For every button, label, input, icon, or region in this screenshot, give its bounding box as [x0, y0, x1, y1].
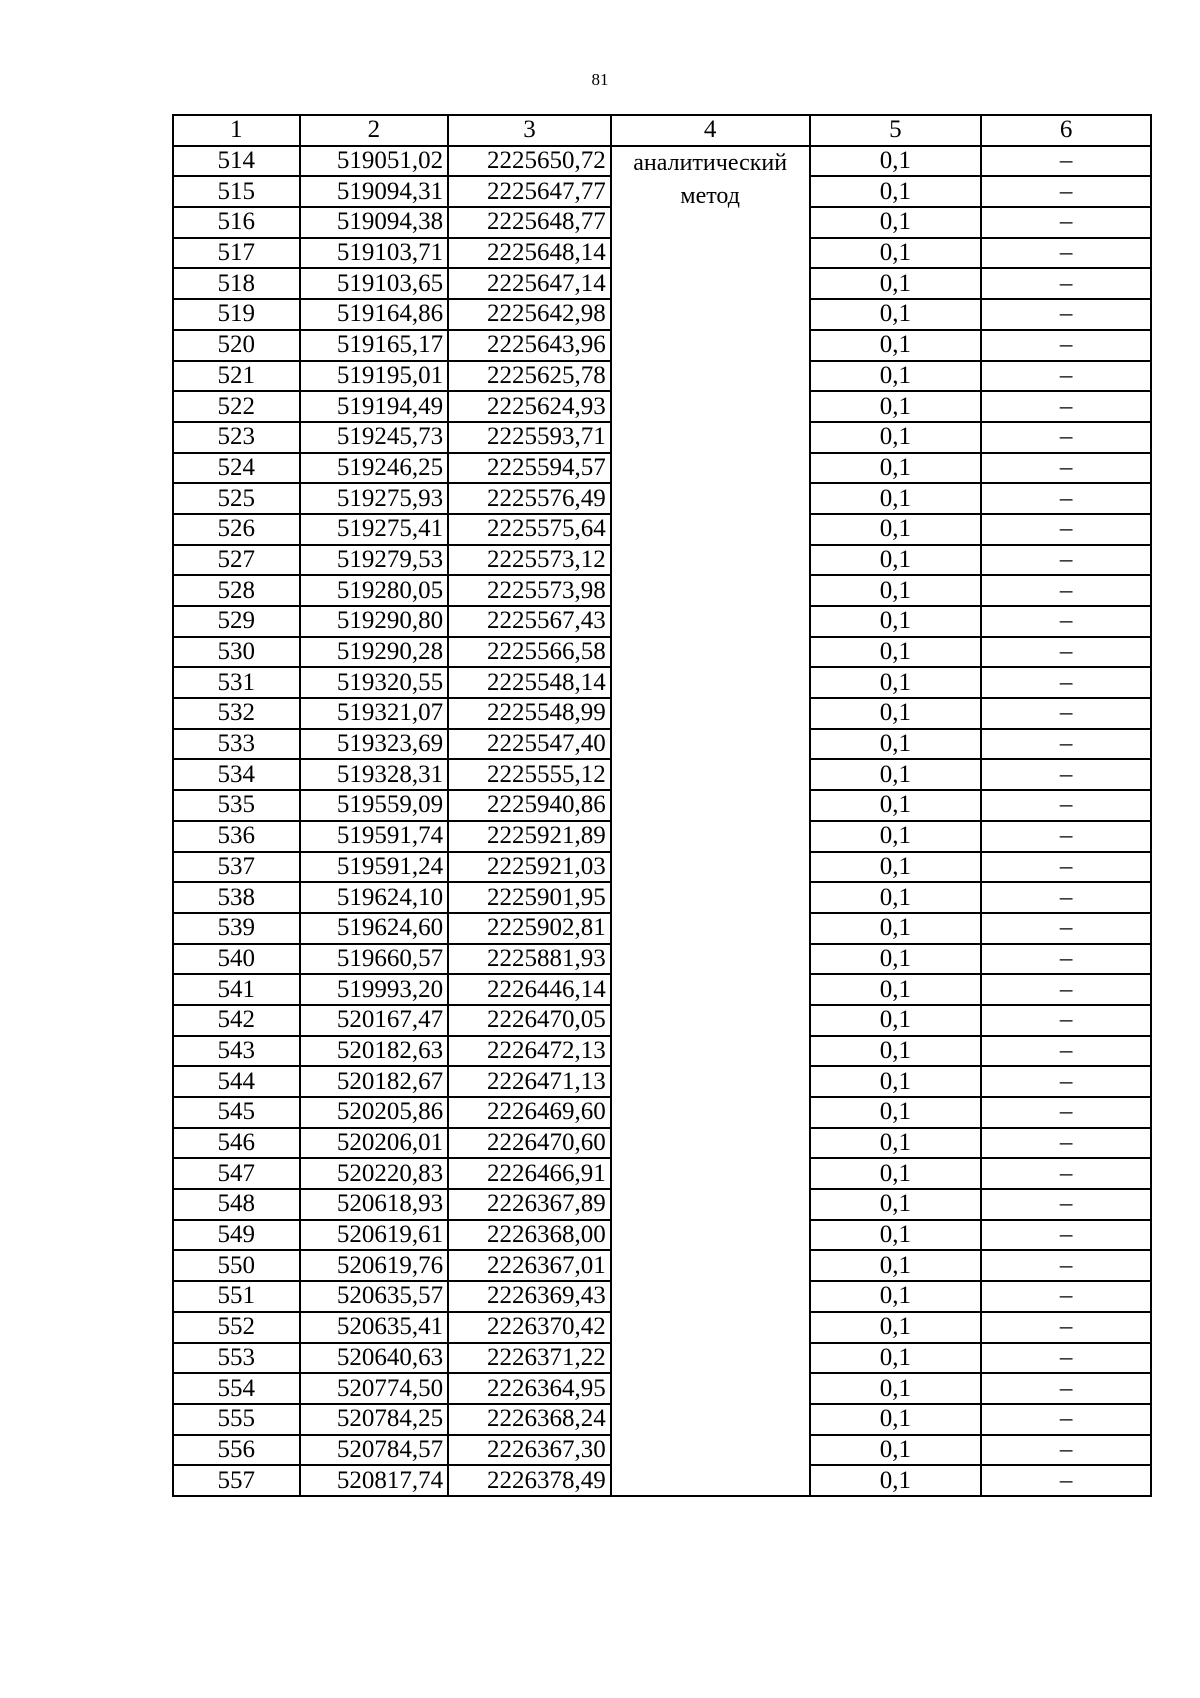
x-coordinate-cell: 520635,41 — [300, 1312, 449, 1343]
x-coordinate-cell: 519195,01 — [300, 361, 449, 392]
x-coordinate-cell: 520784,25 — [300, 1404, 449, 1435]
x-coordinate-cell: 519660,57 — [300, 944, 449, 975]
x-coordinate-cell: 519245,73 — [300, 422, 449, 453]
header-row — [173, 115, 1151, 146]
description-cell: – — [981, 207, 1151, 238]
accuracy-cell: 0,1 — [810, 1250, 982, 1281]
x-coordinate-cell: 520206,01 — [300, 1128, 449, 1159]
description-cell: – — [981, 268, 1151, 299]
y-coordinate-cell: 2225648,14 — [448, 238, 611, 269]
accuracy-cell: 0,1 — [810, 1404, 982, 1435]
point-number-cell: 533 — [173, 729, 300, 760]
accuracy-cell: 0,1 — [810, 1435, 982, 1466]
y-coordinate-cell: 2225566,58 — [448, 637, 611, 668]
y-coordinate-cell: 2225576,49 — [448, 483, 611, 514]
y-coordinate-cell: 2226470,60 — [448, 1128, 611, 1159]
point-number-cell: 550 — [173, 1250, 300, 1281]
point-number-cell: 539 — [173, 913, 300, 944]
accuracy-cell: 0,1 — [810, 944, 982, 975]
header-cell: 4 — [611, 115, 810, 146]
description-cell: – — [981, 698, 1151, 729]
accuracy-cell: 0,1 — [810, 852, 982, 883]
description-cell: – — [981, 944, 1151, 975]
x-coordinate-cell: 520640,63 — [300, 1343, 449, 1374]
description-cell: – — [981, 821, 1151, 852]
method-text-line: метод — [680, 182, 740, 209]
accuracy-cell: 0,1 — [810, 1373, 982, 1404]
y-coordinate-cell: 2226470,05 — [448, 1005, 611, 1036]
description-cell: – — [981, 391, 1151, 422]
page-number: 81 — [591, 70, 609, 89]
accuracy-cell: 0,1 — [810, 1189, 982, 1220]
description-cell: – — [981, 759, 1151, 790]
point-number-cell: 517 — [173, 238, 300, 269]
y-coordinate-cell: 2226472,13 — [448, 1036, 611, 1067]
point-number-cell: 556 — [173, 1435, 300, 1466]
description-cell: – — [981, 545, 1151, 576]
accuracy-cell: 0,1 — [810, 790, 982, 821]
point-number-cell: 521 — [173, 361, 300, 392]
point-number-cell: 557 — [173, 1465, 300, 1496]
accuracy-cell: 0,1 — [810, 575, 982, 606]
point-number-cell: 530 — [173, 637, 300, 668]
x-coordinate-cell: 520182,63 — [300, 1036, 449, 1067]
accuracy-cell: 0,1 — [810, 453, 982, 484]
accuracy-cell: 0,1 — [810, 974, 982, 1005]
x-coordinate-cell: 519321,07 — [300, 698, 449, 729]
accuracy-cell: 0,1 — [810, 1465, 982, 1496]
accuracy-cell: 0,1 — [810, 1281, 982, 1312]
x-coordinate-cell: 519194,49 — [300, 391, 449, 422]
header-cell: 1 — [173, 115, 300, 146]
accuracy-cell: 0,1 — [810, 299, 982, 330]
description-cell: – — [981, 1312, 1151, 1343]
y-coordinate-cell: 2226369,43 — [448, 1281, 611, 1312]
point-number-cell: 542 — [173, 1005, 300, 1036]
method-text-line: аналитический — [633, 149, 788, 176]
description-cell: – — [981, 1189, 1151, 1220]
x-coordinate-cell: 520167,47 — [300, 1005, 449, 1036]
x-coordinate-cell: 519290,80 — [300, 606, 449, 637]
description-cell: – — [981, 882, 1151, 913]
accuracy-cell: 0,1 — [810, 1343, 982, 1374]
x-coordinate-cell: 519246,25 — [300, 453, 449, 484]
y-coordinate-cell: 2225642,98 — [448, 299, 611, 330]
x-coordinate-cell: 519279,53 — [300, 545, 449, 576]
point-number-cell: 531 — [173, 667, 300, 698]
x-coordinate-cell: 519591,24 — [300, 852, 449, 883]
y-coordinate-cell: 2225648,77 — [448, 207, 611, 238]
x-coordinate-cell: 519275,93 — [300, 483, 449, 514]
point-number-cell: 554 — [173, 1373, 300, 1404]
point-number-cell: 546 — [173, 1128, 300, 1159]
accuracy-cell: 0,1 — [810, 545, 982, 576]
y-coordinate-cell: 2226446,14 — [448, 974, 611, 1005]
accuracy-cell: 0,1 — [810, 637, 982, 668]
header-cell: 2 — [300, 115, 449, 146]
accuracy-cell: 0,1 — [810, 391, 982, 422]
x-coordinate-cell: 519290,28 — [300, 637, 449, 668]
x-coordinate-cell: 520220,83 — [300, 1158, 449, 1189]
accuracy-cell: 0,1 — [810, 483, 982, 514]
accuracy-cell: 0,1 — [810, 882, 982, 913]
description-cell: – — [981, 575, 1151, 606]
y-coordinate-cell: 2225548,99 — [448, 698, 611, 729]
accuracy-cell: 0,1 — [810, 821, 982, 852]
point-number-cell: 538 — [173, 882, 300, 913]
y-coordinate-cell: 2225594,57 — [448, 453, 611, 484]
x-coordinate-cell: 520784,57 — [300, 1435, 449, 1466]
description-cell: – — [981, 637, 1151, 668]
y-coordinate-cell: 2226367,89 — [448, 1189, 611, 1220]
method-cell — [611, 146, 810, 1496]
accuracy-cell: 0,1 — [810, 913, 982, 944]
point-number-cell: 520 — [173, 330, 300, 361]
point-number-cell: 518 — [173, 268, 300, 299]
description-cell: – — [981, 913, 1151, 944]
description-cell: – — [981, 1220, 1151, 1251]
point-number-cell: 553 — [173, 1343, 300, 1374]
x-coordinate-cell: 519103,71 — [300, 238, 449, 269]
description-cell: – — [981, 514, 1151, 545]
y-coordinate-cell: 2225573,12 — [448, 545, 611, 576]
description-cell: – — [981, 1435, 1151, 1466]
x-coordinate-cell: 519320,55 — [300, 667, 449, 698]
accuracy-cell: 0,1 — [810, 1066, 982, 1097]
accuracy-cell: 0,1 — [810, 422, 982, 453]
accuracy-cell: 0,1 — [810, 1312, 982, 1343]
description-cell: – — [981, 146, 1151, 177]
x-coordinate-cell: 519275,41 — [300, 514, 449, 545]
coordinates-table — [172, 114, 1152, 1497]
point-number-cell: 528 — [173, 575, 300, 606]
header-cell: 5 — [810, 115, 982, 146]
accuracy-cell: 0,1 — [810, 176, 982, 207]
accuracy-cell: 0,1 — [810, 1158, 982, 1189]
y-coordinate-cell: 2225902,81 — [448, 913, 611, 944]
y-coordinate-cell: 2225555,12 — [448, 759, 611, 790]
accuracy-cell: 0,1 — [810, 207, 982, 238]
description-cell: – — [981, 1404, 1151, 1435]
header-cell: 6 — [981, 115, 1151, 146]
description-cell: – — [981, 361, 1151, 392]
y-coordinate-cell: 2225567,43 — [448, 606, 611, 637]
description-cell: – — [981, 852, 1151, 883]
y-coordinate-cell: 2226364,95 — [448, 1373, 611, 1404]
x-coordinate-cell: 520618,93 — [300, 1189, 449, 1220]
description-cell: – — [981, 1250, 1151, 1281]
y-coordinate-cell: 2225548,14 — [448, 667, 611, 698]
description-cell: – — [981, 790, 1151, 821]
accuracy-cell: 0,1 — [810, 268, 982, 299]
point-number-cell: 514 — [173, 146, 300, 177]
accuracy-cell: 0,1 — [810, 1128, 982, 1159]
description-cell: – — [981, 606, 1151, 637]
y-coordinate-cell: 2226466,91 — [448, 1158, 611, 1189]
x-coordinate-cell: 520205,86 — [300, 1097, 449, 1128]
point-number-cell: 541 — [173, 974, 300, 1005]
point-number-cell: 549 — [173, 1220, 300, 1251]
accuracy-cell: 0,1 — [810, 606, 982, 637]
accuracy-cell: 0,1 — [810, 330, 982, 361]
description-cell: – — [981, 1281, 1151, 1312]
accuracy-cell: 0,1 — [810, 361, 982, 392]
y-coordinate-cell: 2225593,71 — [448, 422, 611, 453]
y-coordinate-cell: 2226471,13 — [448, 1066, 611, 1097]
y-coordinate-cell: 2225901,95 — [448, 882, 611, 913]
y-coordinate-cell: 2225575,64 — [448, 514, 611, 545]
description-cell: – — [981, 422, 1151, 453]
accuracy-cell: 0,1 — [810, 1097, 982, 1128]
description-cell: – — [981, 453, 1151, 484]
accuracy-cell: 0,1 — [810, 238, 982, 269]
x-coordinate-cell: 519624,60 — [300, 913, 449, 944]
x-coordinate-cell: 519103,65 — [300, 268, 449, 299]
x-coordinate-cell: 519993,20 — [300, 974, 449, 1005]
y-coordinate-cell: 2225643,96 — [448, 330, 611, 361]
description-cell: – — [981, 238, 1151, 269]
point-number-cell: 552 — [173, 1312, 300, 1343]
description-cell: – — [981, 1373, 1151, 1404]
accuracy-cell: 0,1 — [810, 514, 982, 545]
y-coordinate-cell: 2225624,93 — [448, 391, 611, 422]
point-number-cell: 540 — [173, 944, 300, 975]
accuracy-cell: 0,1 — [810, 1220, 982, 1251]
description-cell: – — [981, 330, 1151, 361]
y-coordinate-cell: 2226371,22 — [448, 1343, 611, 1374]
point-number-cell: 536 — [173, 821, 300, 852]
y-coordinate-cell: 2225647,14 — [448, 268, 611, 299]
x-coordinate-cell: 519280,05 — [300, 575, 449, 606]
description-cell: – — [981, 1036, 1151, 1067]
point-number-cell: 555 — [173, 1404, 300, 1435]
point-number-cell: 515 — [173, 176, 300, 207]
x-coordinate-cell: 519094,31 — [300, 176, 449, 207]
y-coordinate-cell: 2226469,60 — [448, 1097, 611, 1128]
description-cell: – — [981, 667, 1151, 698]
x-coordinate-cell: 519051,02 — [300, 146, 449, 177]
y-coordinate-cell: 2225647,77 — [448, 176, 611, 207]
y-coordinate-cell: 2225625,78 — [448, 361, 611, 392]
y-coordinate-cell: 2225881,93 — [448, 944, 611, 975]
point-number-cell: 522 — [173, 391, 300, 422]
description-cell: – — [981, 729, 1151, 760]
description-cell: – — [981, 483, 1151, 514]
description-cell: – — [981, 299, 1151, 330]
y-coordinate-cell: 2226368,00 — [448, 1220, 611, 1251]
point-number-cell: 545 — [173, 1097, 300, 1128]
x-coordinate-cell: 519164,86 — [300, 299, 449, 330]
point-number-cell: 516 — [173, 207, 300, 238]
x-coordinate-cell: 519591,74 — [300, 821, 449, 852]
point-number-cell: 523 — [173, 422, 300, 453]
description-cell: – — [981, 974, 1151, 1005]
y-coordinate-cell: 2225547,40 — [448, 729, 611, 760]
accuracy-cell: 0,1 — [810, 667, 982, 698]
x-coordinate-cell: 520619,61 — [300, 1220, 449, 1251]
point-number-cell: 548 — [173, 1189, 300, 1220]
y-coordinate-cell: 2226370,42 — [448, 1312, 611, 1343]
y-coordinate-cell: 2225921,89 — [448, 821, 611, 852]
y-coordinate-cell: 2226367,01 — [448, 1250, 611, 1281]
description-cell: – — [981, 1465, 1151, 1496]
y-coordinate-cell: 2226378,49 — [448, 1465, 611, 1496]
description-cell: – — [981, 176, 1151, 207]
accuracy-cell: 0,1 — [810, 698, 982, 729]
description-cell: – — [981, 1066, 1151, 1097]
accuracy-cell: 0,1 — [810, 1036, 982, 1067]
x-coordinate-cell: 520182,67 — [300, 1066, 449, 1097]
y-coordinate-cell: 2226368,24 — [448, 1404, 611, 1435]
point-number-cell: 526 — [173, 514, 300, 545]
header-cell: 3 — [448, 115, 611, 146]
point-number-cell: 551 — [173, 1281, 300, 1312]
table-row — [173, 146, 1151, 177]
accuracy-cell: 0,1 — [810, 146, 982, 177]
x-coordinate-cell: 520635,57 — [300, 1281, 449, 1312]
description-cell: – — [981, 1343, 1151, 1374]
x-coordinate-cell: 520619,76 — [300, 1250, 449, 1281]
x-coordinate-cell: 519328,31 — [300, 759, 449, 790]
x-coordinate-cell: 520774,50 — [300, 1373, 449, 1404]
x-coordinate-cell: 519323,69 — [300, 729, 449, 760]
y-coordinate-cell: 2225573,98 — [448, 575, 611, 606]
description-cell: – — [981, 1005, 1151, 1036]
point-number-cell: 529 — [173, 606, 300, 637]
accuracy-cell: 0,1 — [810, 1005, 982, 1036]
accuracy-cell: 0,1 — [810, 729, 982, 760]
point-number-cell: 519 — [173, 299, 300, 330]
y-coordinate-cell: 2226367,30 — [448, 1435, 611, 1466]
y-coordinate-cell: 2225650,72 — [448, 146, 611, 177]
point-number-cell: 537 — [173, 852, 300, 883]
point-number-cell: 535 — [173, 790, 300, 821]
y-coordinate-cell: 2225940,86 — [448, 790, 611, 821]
point-number-cell: 524 — [173, 453, 300, 484]
point-number-cell: 544 — [173, 1066, 300, 1097]
x-coordinate-cell: 519559,09 — [300, 790, 449, 821]
point-number-cell: 532 — [173, 698, 300, 729]
x-coordinate-cell: 519094,38 — [300, 207, 449, 238]
y-coordinate-cell: 2225921,03 — [448, 852, 611, 883]
description-cell: – — [981, 1158, 1151, 1189]
accuracy-cell: 0,1 — [810, 759, 982, 790]
x-coordinate-cell: 520817,74 — [300, 1465, 449, 1496]
x-coordinate-cell: 519624,10 — [300, 882, 449, 913]
point-number-cell: 547 — [173, 1158, 300, 1189]
point-number-cell: 527 — [173, 545, 300, 576]
x-coordinate-cell: 519165,17 — [300, 330, 449, 361]
description-cell: – — [981, 1128, 1151, 1159]
point-number-cell: 525 — [173, 483, 300, 514]
point-number-cell: 534 — [173, 759, 300, 790]
point-number-cell: 543 — [173, 1036, 300, 1067]
description-cell: – — [981, 1097, 1151, 1128]
